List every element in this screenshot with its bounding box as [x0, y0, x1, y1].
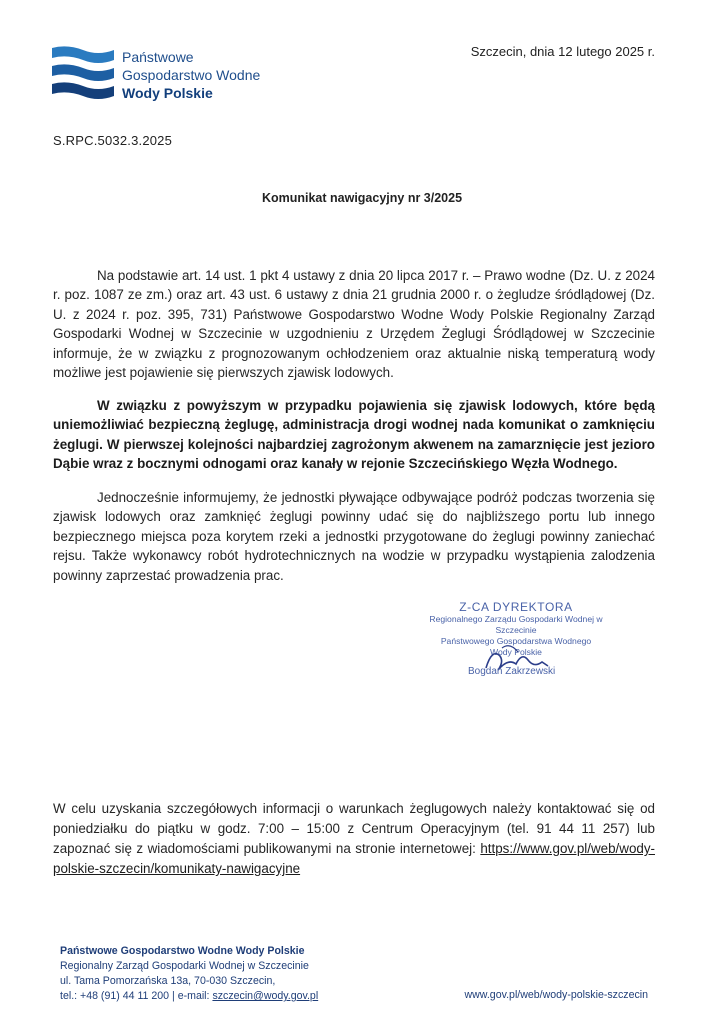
city-date: Szczecin, dnia 12 lutego 2025 r. — [470, 44, 655, 59]
footer-contact — [60, 989, 318, 1004]
paragraph-1-text: Na podstawie art. 14 ust. 1 pkt 4 ustawy z dnia 20 lipca 2017 r. – Prawo wodne (Dz. U. z 2024 r. poz. 1087 ze zm.) oraz art. 43 ust. 6 ustawy z dnia 21 grudnia 2000 r. o żegludze śródlądowej (Dz. U. z 2024 r. poz. 395, 731) Państwowe Gospodarstwo Wodne Wody Polskie Regionalny Zarząd Gospodarki Wodnej w Szczecinie w uzgodnieniu z Urzędem Żeglugi Śródlądowej w Szczecinie informuje, że w związku z prognozowanym ochłodzeniem oraz aktualnie niską temperaturą wody możliwe jest pojawienie się pierwszych zjawisk lodowych. — [53, 268, 655, 381]
document-title: Komunikat nawigacyjny nr 3/2025 — [261, 191, 463, 205]
signature-stamp — [408, 600, 624, 692]
signatory-name: Bogdan Zakrzewski — [468, 666, 556, 677]
stamp-line-2: Regionalnego Zarządu Gospodarki Wodnej w Szczecinie — [429, 614, 603, 635]
komunikaty-link[interactable]: https://www.gov.pl/web/wody-polskie-szczecin/komunikaty-nawigacyjne — [53, 841, 655, 876]
org-name-line3: Wody Polskie — [122, 85, 213, 101]
paragraph-1 — [53, 266, 655, 382]
wody-polskie-logo-icon — [52, 44, 114, 104]
org-name-line1: Państwowe — [122, 49, 194, 65]
logo — [52, 44, 282, 108]
footer-street: ul. Tama Pomorzańska 13a, 70-030 Szczecin, — [60, 975, 276, 987]
reference-number: S.RPC.5032.3.2025 — [53, 133, 173, 148]
footer-org: Państwowe Gospodarstwo Wodne Wody Polskie — [60, 945, 305, 957]
stamp-title: Z-CA DYREKTORA — [459, 600, 573, 614]
paragraph-4 — [53, 799, 655, 879]
org-name-line2: Gospodarstwo Wodne — [122, 67, 261, 83]
paragraph-4-text: W celu uzyskania szczegółowych informacji o warunkach żeglugowych należy kontaktować się od poniedziałku do piątku w godz. 7:00 – 15:00 z Centrum Operacyjnym (tel. 91 44 11 257) lub zapoznać się z wiadomościami publikowanymi na stronie internetowej: — [53, 801, 655, 856]
footer-phone: tel.: +48 (91) 44 11 200 | e-mail: — [60, 990, 213, 1002]
footer-address — [60, 944, 318, 1004]
paragraph-2-text: W związku z powyższym w przypadku pojawienia się zjawisk lodowych, które będą uniemożliwiać bezpieczną żeglugę, administracja drogi wodnej nada komunikat o zamknięciu żeglugi. W pierwszej kolejności najbardziej zagrożonym akwenem na zamarznięcie jest jezioro Dąbie wraz z bocznymi odnogami oraz kanały w rejonie Szczecińskiego Węzła Wodnego. — [53, 398, 655, 472]
footer-email-link[interactable]: szczecin@wody.gov.pl — [212, 990, 319, 1002]
stamp-line-3: Państwowego Gospodarstwa Wodnego — [440, 636, 592, 646]
footer-website: www.gov.pl/web/wody-polskie-szczecin — [464, 989, 648, 1001]
stamp-line-4: Wody Polskie — [490, 647, 542, 657]
logo-text — [122, 48, 260, 102]
paragraph-3 — [53, 488, 655, 585]
paragraph-2 — [53, 396, 655, 474]
footer-region: Regionalny Zarząd Gospodarki Wodnej w Szczecinie — [60, 960, 309, 972]
paragraph-3-text: Jednocześnie informujemy, że jednostki pływające odbywające podróż podczas tworzenia się zjawisk lodowych oraz zamknięć żeglugi powinny udać się do najbliższego portu lub innego bezpiecznego miejsca poza korytem rzeki a jednostki przygotowane do żeglugi powinny zaniechać rejsu. Także wykonawcy robót hydrotechnicznych na wodzie w przypadku wystąpienia zalodzenia powinny zaprzestać prowadzenia prac. — [53, 490, 655, 583]
